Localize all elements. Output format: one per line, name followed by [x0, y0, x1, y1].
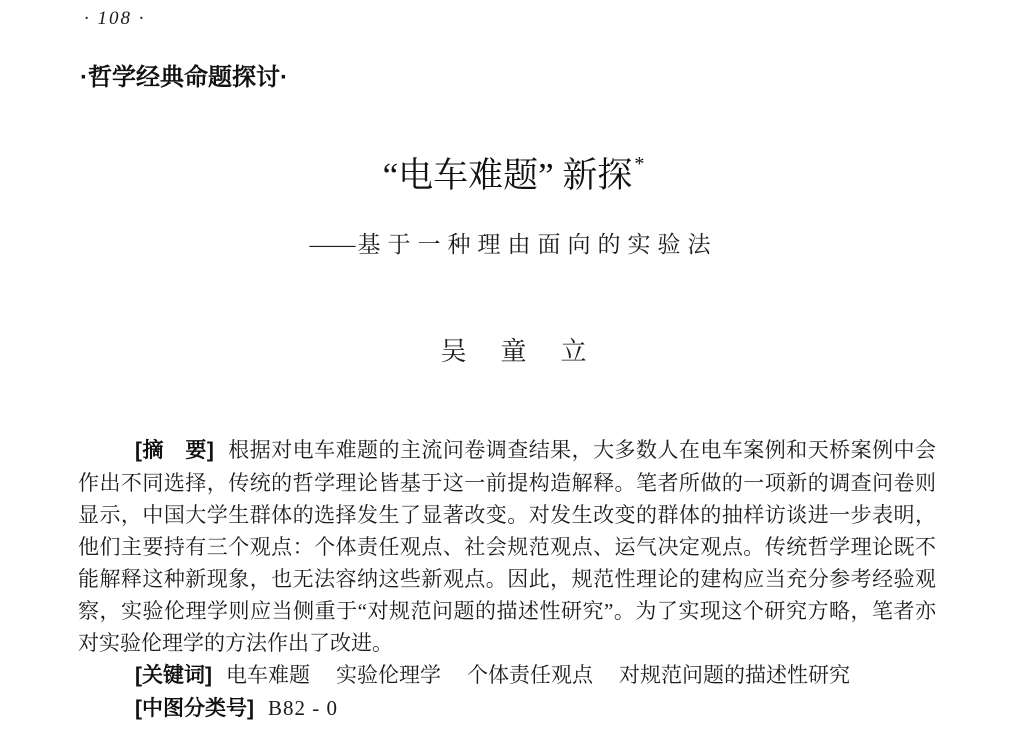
abstract-label: [摘 要]: [135, 439, 214, 462]
classification-line: [78, 692, 936, 725]
abstract-text: 根据对电车难题的主流问卷调查结果，大多数人在电车案例和天桥案例中会作出不同选择，传统的哲学理论皆基于这一前提构造解释。笔者所做的一项新的调查问卷则显示，中国大学生群体的选择发生了显著改变。对发生改变的群体的抽样访谈进一步表明，他们主要持有三个观点：个体责任观点、社会规范观点、运气决定观点。传统哲学理论既不能解释这种新现象，也无法容纳这些新观点。因此，规范性理论的建构应当充分参考经验观察，实验伦理学则应当侧重于“对规范问题的描述性研究”。为了实现这个研究方略，笔者亦对实验伦理学的方法作出了改进。: [78, 438, 936, 655]
author-name: 吴童立: [440, 337, 621, 366]
abstract-paragraph: [78, 434, 936, 659]
paper-title: [0, 155, 1027, 197]
keyword-item: 电车难题: [226, 663, 310, 687]
keyword-item: 实验伦理学: [336, 663, 441, 687]
subtitle-text: 基于一种理由面向的实验法: [357, 232, 718, 257]
page-number: · 108 ·: [84, 8, 146, 29]
title-footnote-marker: *: [634, 153, 645, 176]
abstract-block: [78, 434, 936, 725]
keywords-line: [78, 659, 936, 692]
paper-title-text: “电车难题” 新探: [382, 156, 633, 195]
keyword-item: 对规范问题的描述性研究: [619, 663, 850, 687]
section-header: ·哲学经典命题探讨·: [80, 64, 288, 91]
classification-value: B82 - 0: [268, 696, 338, 720]
keyword-item: 个体责任观点: [467, 663, 593, 687]
subtitle-dash: ——: [309, 232, 356, 257]
classification-label: [中图分类号]: [135, 697, 254, 720]
paper-subtitle: [0, 226, 1027, 259]
keywords-label: [关键词]: [135, 664, 212, 687]
